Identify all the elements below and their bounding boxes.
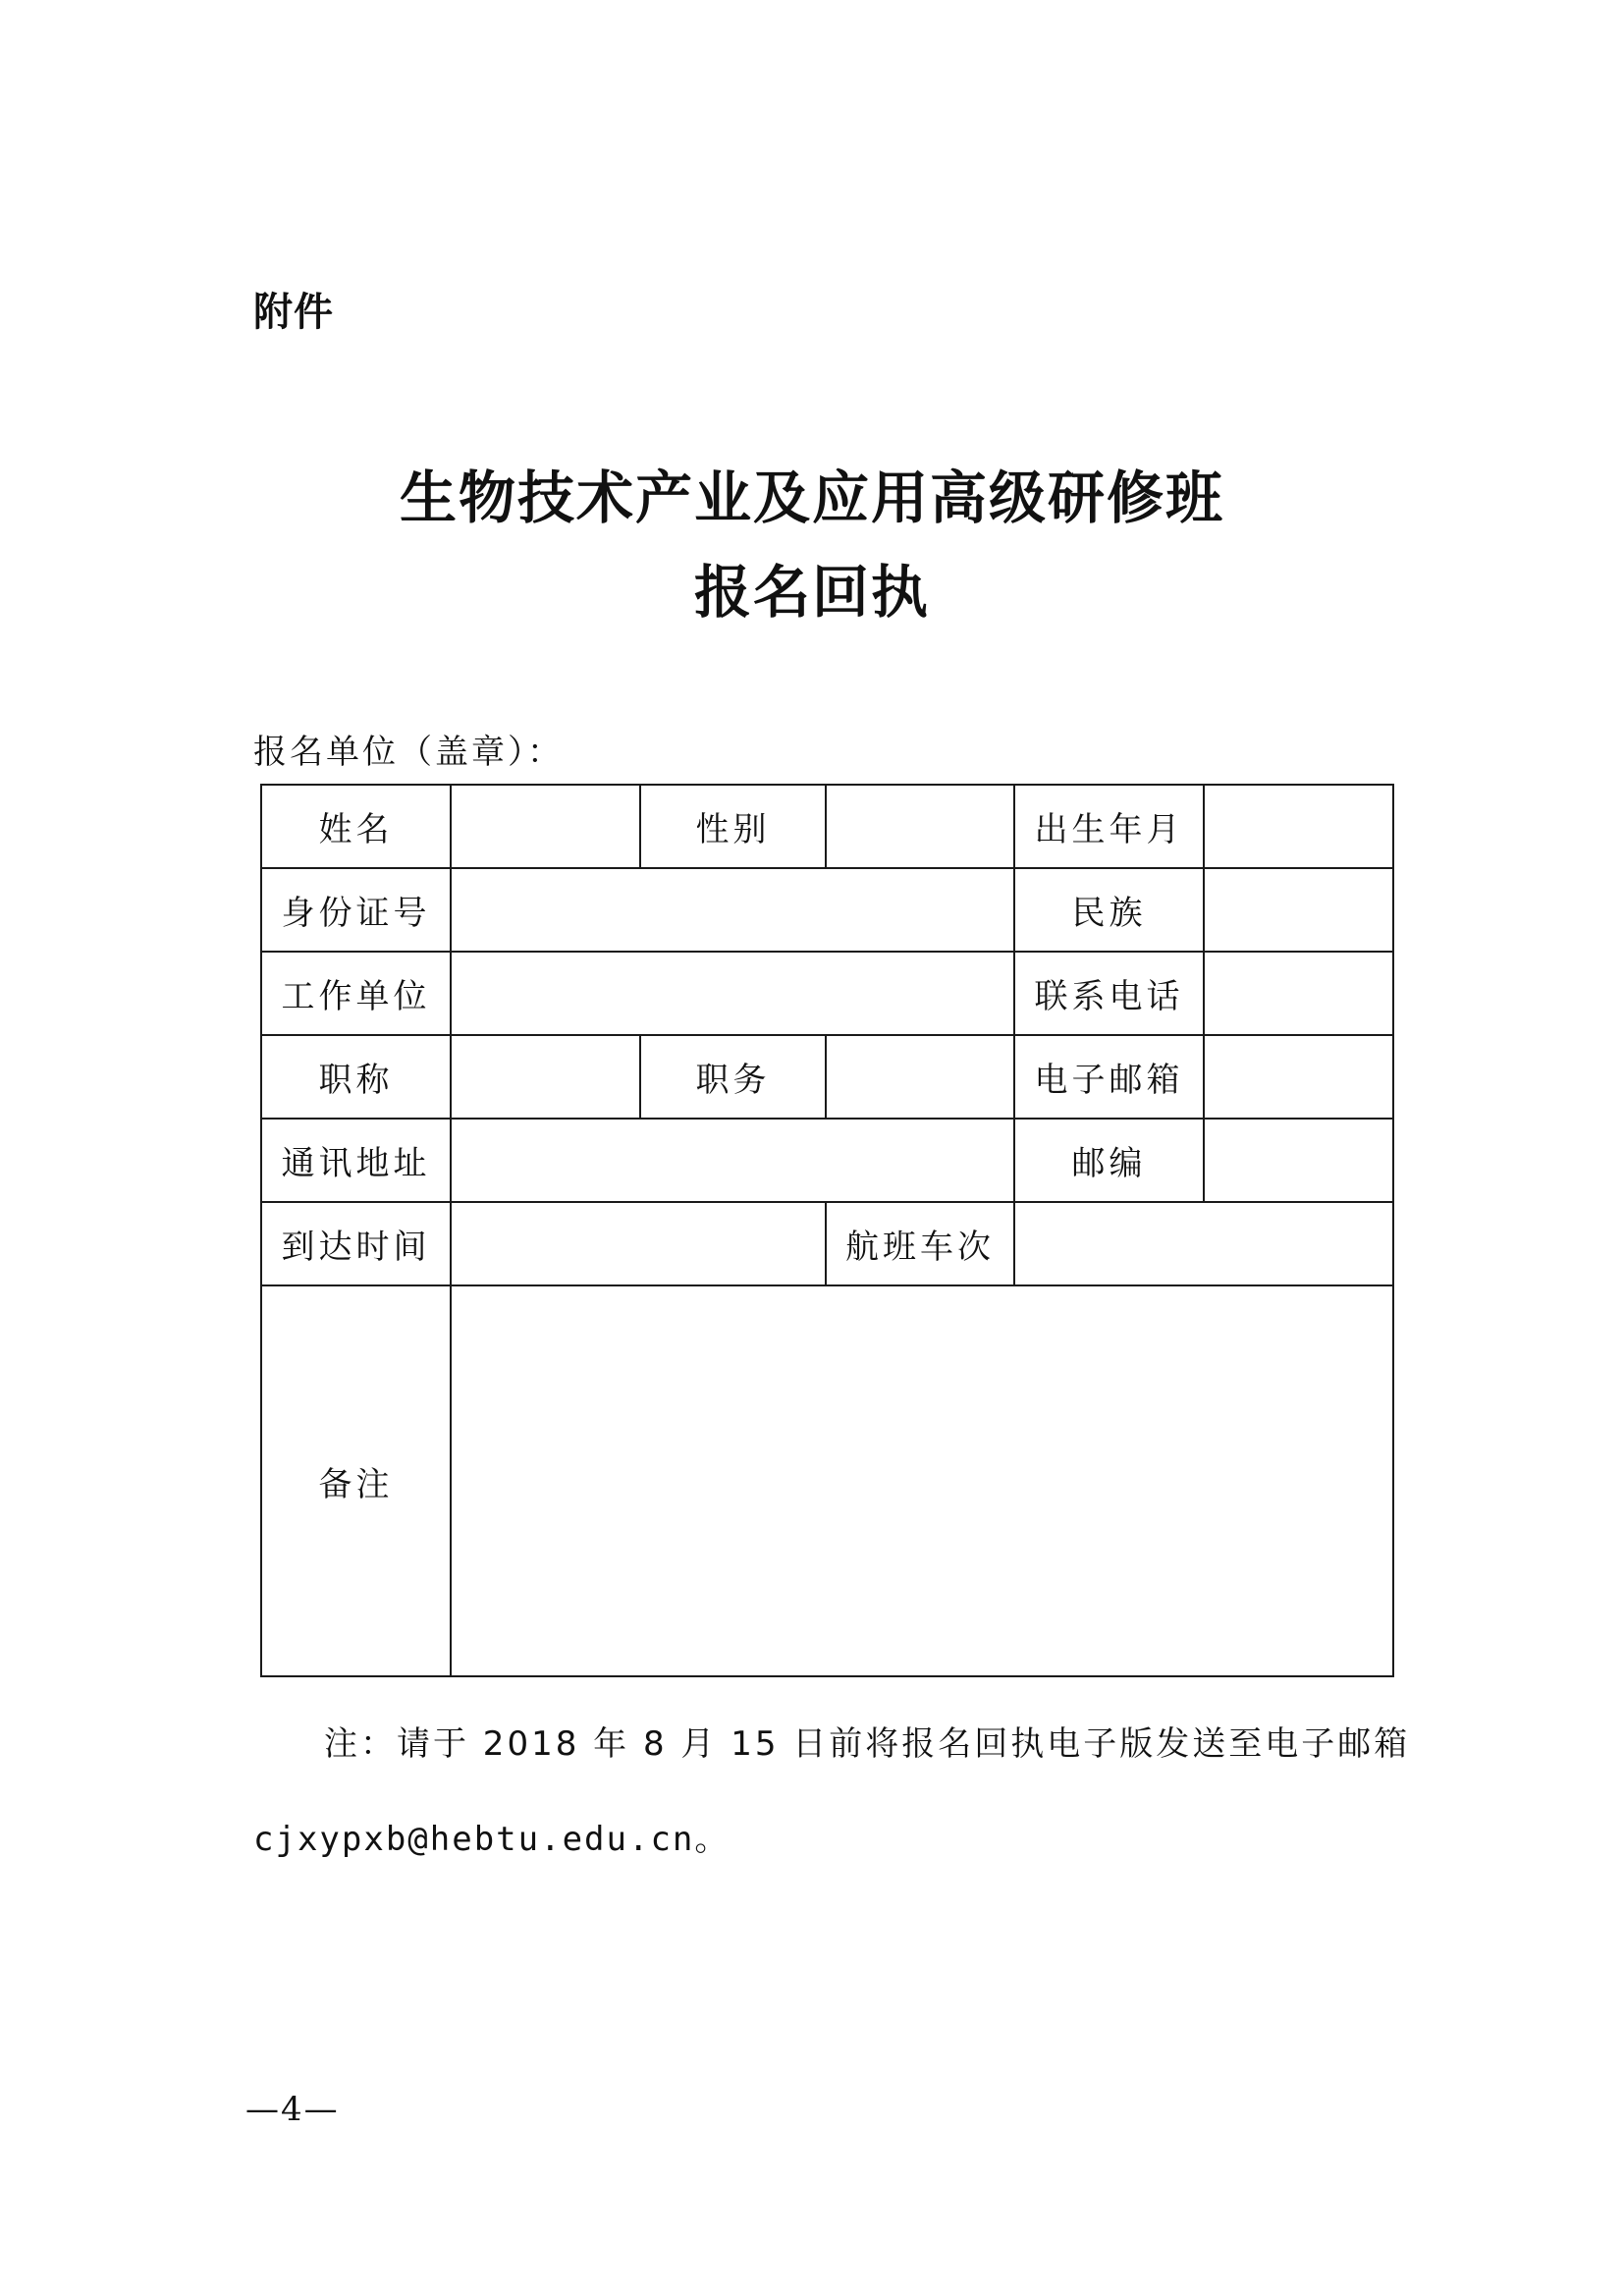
document-title: 生物技术产业及应用高级研修班 <box>399 464 1224 531</box>
flight-train-field[interactable] <box>1014 1202 1393 1285</box>
postcode-label: 邮编 <box>1014 1119 1204 1202</box>
gender-label: 性别 <box>640 785 826 868</box>
position-field[interactable] <box>826 1035 1014 1119</box>
registration-unit-label: 报名单位（盖章）： <box>253 733 564 772</box>
id-number-field[interactable] <box>451 868 1014 952</box>
postcode-field[interactable] <box>1204 1119 1393 1202</box>
id-number-label: 身份证号 <box>261 868 451 952</box>
birth-date-label: 出生年月 <box>1014 785 1204 868</box>
page-number: —4— <box>245 2090 340 2129</box>
table-row <box>261 1119 1393 1202</box>
email-label: 电子邮箱 <box>1014 1035 1204 1119</box>
arrival-time-field[interactable] <box>451 1202 826 1285</box>
remarks-label: 备注 <box>261 1285 451 1676</box>
address-field[interactable] <box>451 1119 1014 1202</box>
address-label: 通讯地址 <box>261 1119 451 1202</box>
table-row <box>261 952 1393 1035</box>
name-label: 姓名 <box>261 785 451 868</box>
position-label: 职务 <box>640 1035 826 1119</box>
birth-date-field[interactable] <box>1204 785 1393 868</box>
phone-label: 联系电话 <box>1014 952 1204 1035</box>
phone-field[interactable] <box>1204 952 1393 1035</box>
attachment-label: 附件 <box>253 290 334 335</box>
submission-note: 注：请于 2018 年 8 月 15 日前将报名回执电子版发送至电子邮箱 <box>324 1724 1411 1764</box>
work-unit-label: 工作单位 <box>261 952 451 1035</box>
submission-email: cjxypxb@hebtu.edu.cn。 <box>253 1820 731 1859</box>
ethnicity-label: 民族 <box>1014 868 1204 952</box>
document-subtitle: 报名回执 <box>693 559 930 626</box>
job-title-field[interactable] <box>451 1035 640 1119</box>
flight-train-label: 航班车次 <box>826 1202 1014 1285</box>
email-field[interactable] <box>1204 1035 1393 1119</box>
table-row <box>261 1202 1393 1285</box>
remarks-field[interactable] <box>451 1285 1393 1676</box>
gender-field[interactable] <box>826 785 1014 868</box>
name-field[interactable] <box>451 785 640 868</box>
table-row <box>261 1035 1393 1119</box>
arrival-time-label: 到达时间 <box>261 1202 451 1285</box>
table-row <box>261 1285 1393 1676</box>
table-row <box>261 785 1393 868</box>
job-title-label: 职称 <box>261 1035 451 1119</box>
ethnicity-field[interactable] <box>1204 868 1393 952</box>
table-row <box>261 868 1393 952</box>
registration-form-table <box>260 784 1394 1677</box>
work-unit-field[interactable] <box>451 952 1014 1035</box>
